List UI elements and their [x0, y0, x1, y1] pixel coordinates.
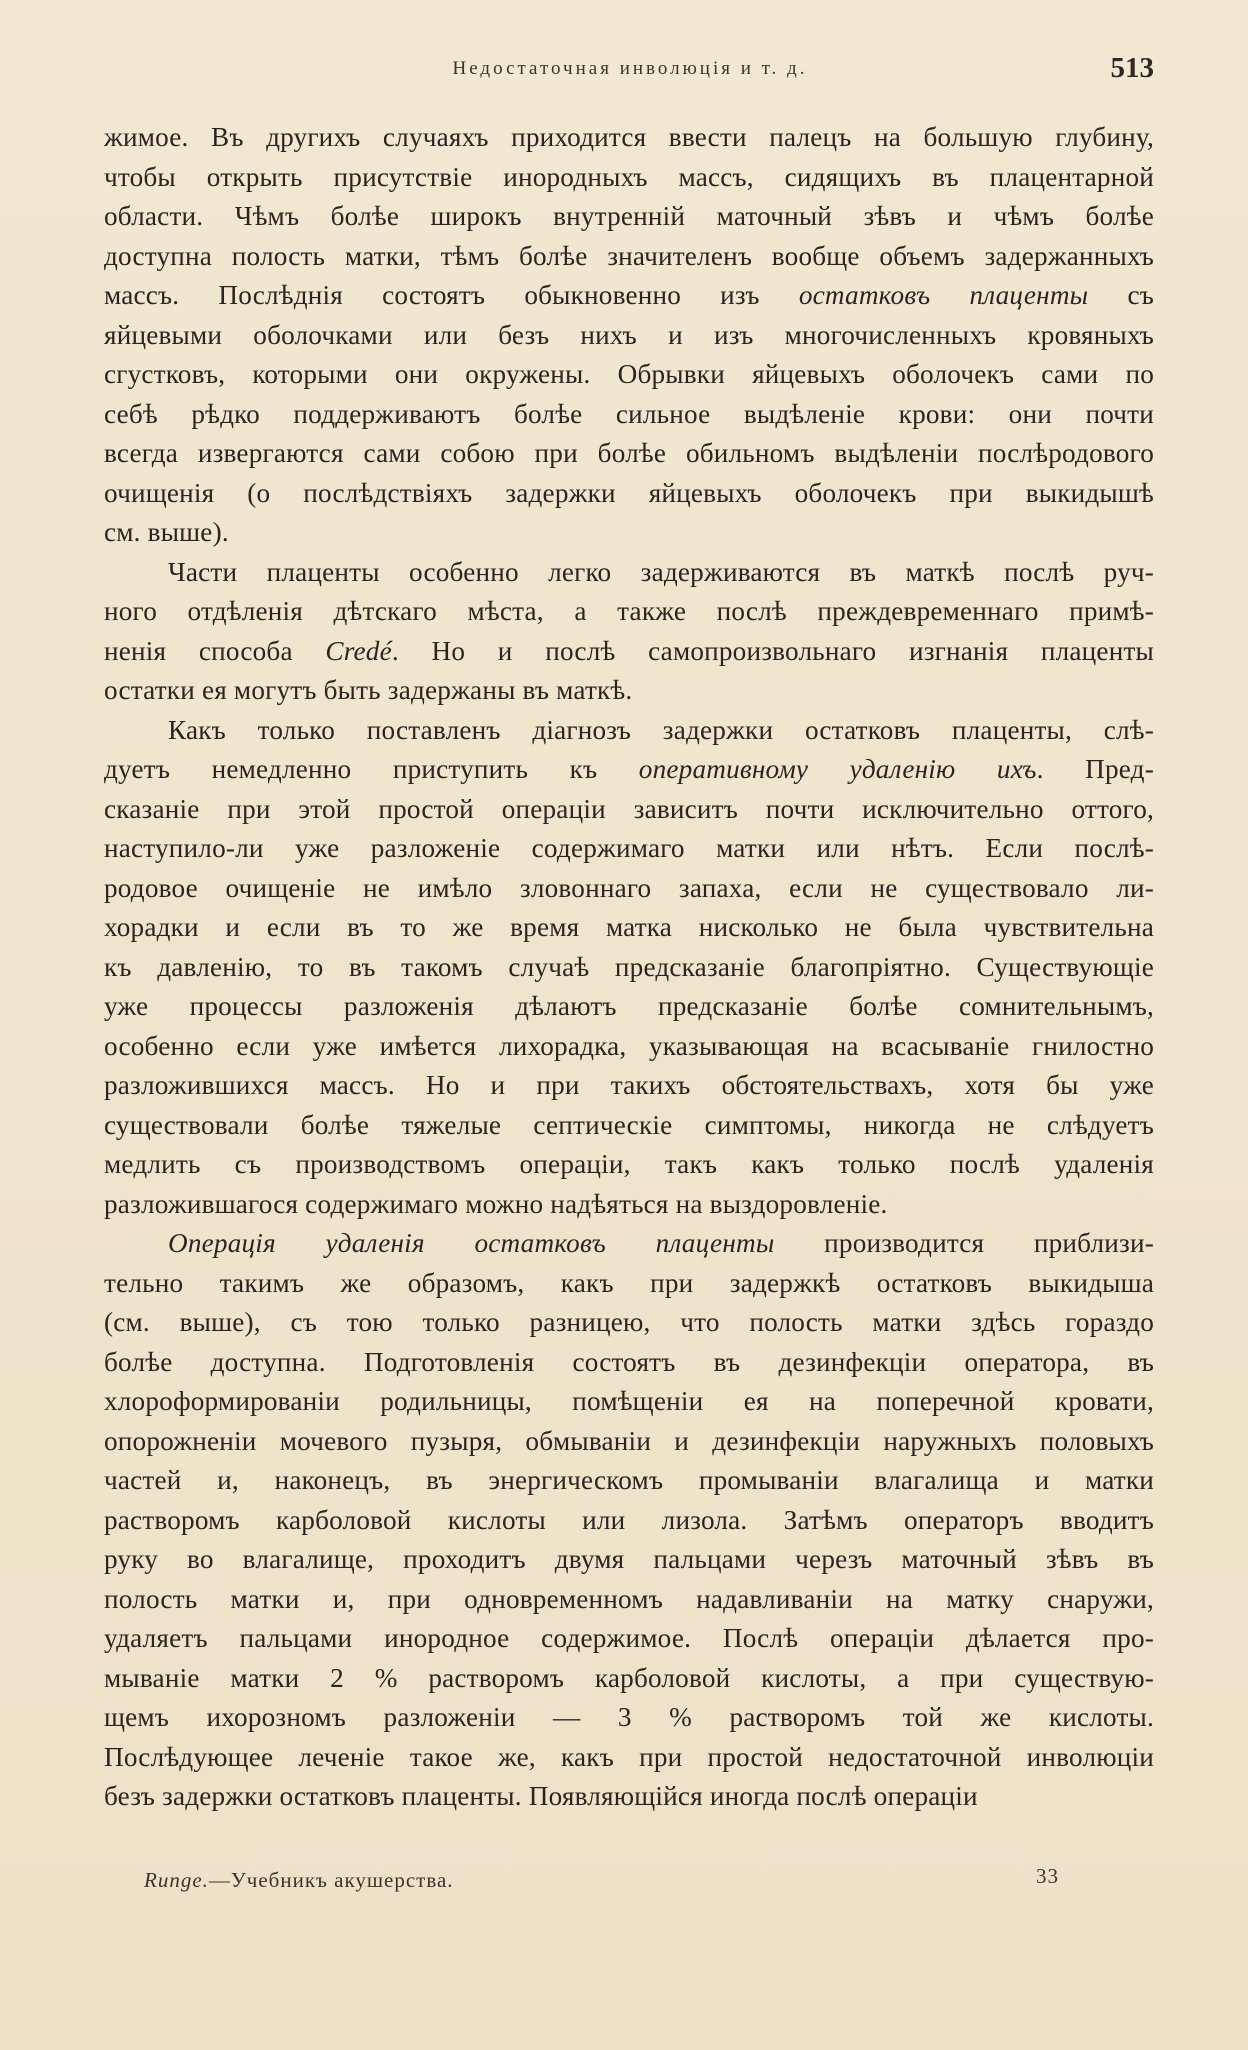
text-line — [104, 1145, 1154, 1185]
paragraph — [104, 1224, 1154, 1817]
text-run: области. Чѣмъ болѣе широкъ внутренній маточный зѣвъ и чѣмъ болѣе — [104, 201, 1154, 231]
paragraph — [104, 118, 1154, 553]
footer-author: Runge. — [144, 1868, 209, 1892]
text-run: растворомъ карболовой кислоты или лизола. Затѣмъ операторъ вводитъ — [104, 1504, 1154, 1535]
text-line — [104, 1619, 1154, 1659]
text-run: родовое очищеніе не имѣло зловоннаго запаха, если не существовало ли- — [104, 872, 1154, 903]
text-run: тельно такимъ же образомъ, какъ при задержкѣ остатковъ выкидыша — [104, 1267, 1154, 1298]
text-line — [104, 987, 1154, 1027]
text-line — [104, 1382, 1154, 1422]
text-line — [104, 395, 1154, 435]
text-run: особенно если уже имѣется лихорадка, указывающая на всасываніе гнилостно — [104, 1030, 1154, 1061]
text-line — [104, 1738, 1154, 1778]
text-line — [104, 1777, 1154, 1817]
text-line — [104, 869, 1154, 909]
text-run: производится приблизи- — [774, 1228, 1154, 1258]
footer-dash: — — [208, 1868, 231, 1892]
text-run: медлить съ производствомъ операціи, такъ какъ только послѣ удаленія — [104, 1149, 1154, 1179]
text-line — [104, 434, 1154, 474]
page-number: 513 — [1110, 52, 1154, 84]
text-run: . Но и послѣ самопроизвольнаго изгнанія плаценты — [391, 635, 1154, 666]
text-run: уже процессы разложенія дѣлаютъ предсказаніе болѣе сомнительнымъ, — [104, 991, 1154, 1021]
text-run: сгустковъ, которыми они окружены. Обрывки яйцевыхъ оболочекъ сами по — [104, 359, 1154, 389]
text-line — [104, 237, 1154, 277]
text-run: безъ задержки остатковъ плаценты. Появляющійся иногда послѣ операціи — [104, 1781, 978, 1811]
text-run: существовали болѣе тяжелые септическіе симптомы, никогда не слѣдуетъ — [104, 1109, 1154, 1140]
text-line — [104, 790, 1154, 830]
text-run: щемъ ихорозномъ разложеніи — 3 % растворомъ той же кислоты. — [104, 1702, 1154, 1732]
text-line — [104, 1343, 1154, 1383]
text-line — [104, 750, 1154, 790]
text-run: Какъ только поставленъ діагнозъ задержки остатковъ плаценты, слѣ- — [168, 714, 1154, 745]
text-line — [104, 1066, 1154, 1106]
text-line — [104, 197, 1154, 237]
text-line — [104, 592, 1154, 632]
text-run: дуетъ немедленно приступить къ — [104, 754, 639, 784]
italic-phrase: Операція удаленія остатковъ плаценты — [168, 1228, 775, 1258]
text-run: ненія способа — [104, 635, 326, 666]
running-head — [106, 52, 1154, 96]
text-line — [104, 1224, 1154, 1264]
text-line — [104, 1540, 1154, 1580]
signature-number: 33 — [1036, 1864, 1059, 1888]
text-line — [104, 948, 1154, 988]
text-run: наступило-ли уже разложеніе содержимаго матки или нѣтъ. Если послѣ- — [104, 833, 1154, 863]
text-line — [104, 158, 1154, 198]
text-line — [104, 513, 1154, 553]
text-run: хорадки и если въ то же время матка нисколько не была чувствительна — [104, 912, 1154, 942]
text-run: мываніе матки 2 % растворомъ карболовой кислоты, а при существую- — [104, 1662, 1154, 1693]
text-line — [104, 1580, 1154, 1620]
text-line — [104, 1106, 1154, 1146]
running-title: Недостаточная инволюція и т. д. — [452, 58, 808, 79]
text-line — [104, 1303, 1154, 1343]
italic-phrase: остатковъ плаценты — [798, 280, 1089, 310]
text-line — [104, 1501, 1154, 1541]
text-line — [104, 908, 1154, 948]
text-line — [104, 1698, 1154, 1738]
text-line — [104, 1461, 1154, 1501]
page-footer — [104, 1864, 1154, 1904]
text-run: сказаніе при этой простой операціи зависитъ почти исключительно оттого, — [104, 793, 1154, 824]
text-run: жимое. Въ другихъ случаяхъ приходится ввести палецъ на большую глубину, — [104, 122, 1154, 152]
text-run: хлороформированіи родильницы, помѣщеніи ея на поперечной кровати, — [104, 1386, 1154, 1416]
text-run: разложившихся массъ. Но и при такихъ обстоятельствахъ, хотя бы уже — [104, 1070, 1154, 1100]
text-run: опорожненіи мочевого пузыря, обмываніи и дезинфекціи наружныхъ половыхъ — [104, 1425, 1154, 1456]
text-run: яйцевыми оболочками или безъ нихъ и изъ многочисленныхъ кровяныхъ — [104, 319, 1154, 350]
text-line — [104, 1185, 1154, 1225]
text-run: полость матки и, при одновременномъ надавливаніи на матку снаружи, — [104, 1583, 1154, 1614]
text-line — [104, 355, 1154, 395]
body-text — [104, 118, 1154, 1817]
text-line — [104, 829, 1154, 869]
text-run: массъ. Послѣднія состоятъ обыкновенно изъ — [104, 280, 799, 310]
paragraph — [104, 711, 1154, 1225]
footer-book-title: Учебникъ акушерства. — [230, 1868, 454, 1892]
text-run: Части плаценты особенно легко задерживаются въ маткѣ послѣ руч- — [168, 556, 1154, 587]
text-run: см. выше). — [104, 517, 229, 547]
text-line — [104, 276, 1154, 316]
text-run: разложившагося содержимаго можно надѣяться на выздоровленіе. — [104, 1188, 888, 1219]
text-line — [104, 1027, 1154, 1067]
text-line — [104, 671, 1154, 711]
text-run: очищенія (о послѣдствіяхъ задержки яйцевыхъ оболочекъ при выкидышѣ — [104, 477, 1154, 508]
text-run: ного отдѣленія дѣтскаго мѣста, а также послѣ преждевременнаго примѣ- — [104, 596, 1154, 626]
text-run: (см. выше), съ тою только разницею, что полость матки здѣсь гораздо — [104, 1307, 1154, 1337]
text-line — [104, 1659, 1154, 1699]
text-run: чтобы открыть присутствіе инородныхъ массъ, сидящихъ въ плацентарной — [104, 161, 1154, 192]
text-run: частей и, наконецъ, въ энергическомъ промываніи влагалища и матки — [104, 1465, 1154, 1495]
footer-book-reference — [144, 1868, 454, 1893]
text-line — [104, 711, 1154, 751]
paragraph — [104, 553, 1154, 711]
text-run: Послѣдующее леченіе такое же, какъ при простой недостаточной инволюціи — [104, 1741, 1154, 1772]
text-line — [104, 553, 1154, 593]
italic-phrase: оперативному удаленію ихъ — [638, 754, 1037, 784]
text-line — [104, 316, 1154, 356]
text-run: доступна полость матки, тѣмъ болѣе значителенъ вообще объемъ задержанныхъ — [104, 240, 1154, 271]
text-line — [104, 1422, 1154, 1462]
text-run: болѣе доступна. Подготовленія состоятъ въ дезинфекціи оператора, въ — [104, 1346, 1154, 1377]
text-line — [104, 632, 1154, 672]
text-line — [104, 474, 1154, 514]
text-run: остатки ея могутъ быть задержаны въ маткѣ. — [104, 675, 633, 705]
text-run: . Пред- — [1036, 754, 1154, 784]
text-run: всегда извергаются сами собою при болѣе обильномъ выдѣленіи послѣродового — [104, 438, 1154, 468]
text-run: съ — [1088, 280, 1154, 310]
text-line — [104, 1264, 1154, 1304]
text-run: удаляетъ пальцами инородное содержимое. Послѣ операціи дѣлается про- — [104, 1623, 1154, 1653]
text-line — [104, 118, 1154, 158]
text-run: къ давленію, то въ такомъ случаѣ предсказаніе благопріятно. Существующіе — [104, 951, 1154, 982]
italic-phrase: Credé — [325, 635, 392, 666]
text-run: руку во влагалище, проходитъ двумя пальцами черезъ маточный зѣвъ въ — [104, 1544, 1154, 1574]
text-run: себѣ рѣдко поддерживаютъ болѣе сильное выдѣленіе крови: они почти — [104, 398, 1154, 429]
